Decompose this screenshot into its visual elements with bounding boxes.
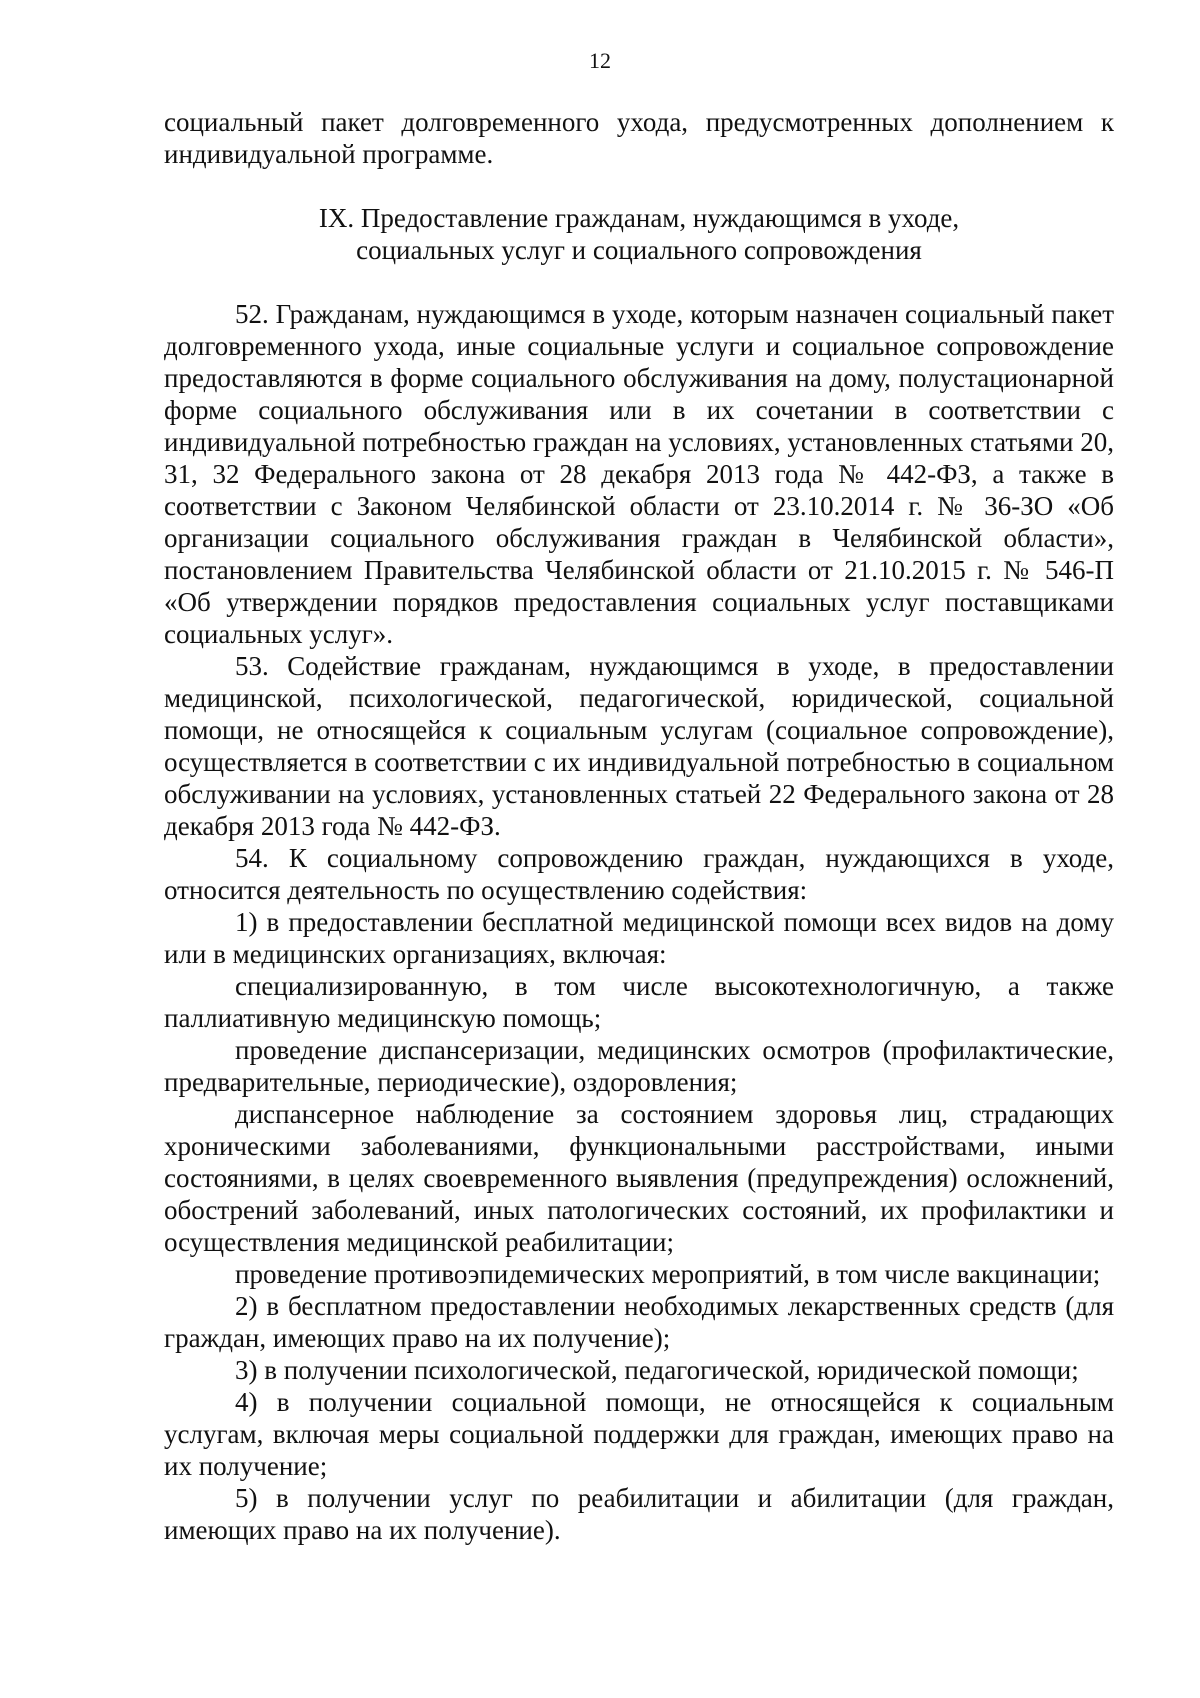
list-item-3: 3) в получении психологической, педагогической, юридической помощи; <box>235 1355 1079 1385</box>
paragraph-54: 54. К социальному сопровождению граждан, нуждающихся в уходе, относится деятельность по осуществлению содействия: <box>164 843 1114 905</box>
sub-item-specialized-care: специализированную, в том числе высокотехнологичную, а также паллиативную медицинскую помощь; <box>164 971 1114 1033</box>
sub-item-medical-examinations: проведение диспансеризации, медицинских осмотров (профилактические, предварительные, периодические), оздоровления; <box>164 1035 1114 1097</box>
sub-item-dispensary-observation: диспансерное наблюдение за состоянием здоровья лиц, страдающих хроническими заболеваниями, функциональными расстройствами, иными состояниями, в целях своевременного выявления (предупреждения) осложнений, обострений заболеваний, иных патологических состояний, их профилактики и осуществления медицинской реабилитации; <box>164 1099 1114 1257</box>
paragraph-53: 53. Содействие гражданам, нуждающимся в уходе, в предоставлении медицинской, психологической, педагогической, юридической, социальной помощи, не относящейся к социальным услугам (социальное сопровождение), осуществляется в соответствии с их индивидуальной потребностью в социальном обслуживании на условиях, установленных статьей 22 Федерального закона от 28 декабря 2013 года № 442-ФЗ. <box>164 651 1114 841</box>
intro-paragraph: социальный пакет долговременного ухода, предусмотренных дополнением к индивидуальной программе. <box>164 107 1114 169</box>
list-item-1: 1) в предоставлении бесплатной медицинской помощи всех видов на дому или в медицинских организациях, включая: <box>164 907 1114 969</box>
list-item-4: 4) в получении социальной помощи, не относящейся к социальным услугам, включая меры социальной поддержки для граждан, имеющих право на их получение; <box>164 1387 1114 1481</box>
section-heading <box>164 202 1114 266</box>
list-item-5: 5) в получении услуг по реабилитации и абилитации (для граждан, имеющих право на их получение). <box>164 1483 1114 1545</box>
document-body <box>164 106 1114 1546</box>
paragraph-52: 52. Гражданам, нуждающимся в уходе, которым назначен социальный пакет долговременного ухода, иные социальные услуги и социальное сопровождение предоставляются в форме социального обслуживания на дому, полустационарной форме социального обслуживания или в их сочетании в соответствии с индивидуальной потребностью граждан на условиях, установленных статьями 20, 31, 32 Федерального закона от 28 декабря 2013 года № 442-ФЗ, а также в соответствии с Законом Челябинской области от 23.10.2014 г. № 36-ЗО «Об организации социального обслуживания граждан в Челябинской области», постановлением Правительства Челябинской области от 21.10.2015 г. № 546-П «Об утверждении порядков предоставления социальных услуг поставщиками социальных услуг». <box>164 299 1114 649</box>
page-number: 12 <box>589 48 611 73</box>
list-item-2: 2) в бесплатном предоставлении необходимых лекарственных средств (для граждан, имеющих право на их получение); <box>164 1291 1114 1353</box>
section-heading-line-1: IX. Предоставление гражданам, нуждающимся в уходе, <box>318 203 960 233</box>
sub-item-anti-epidemic-measures: проведение противоэпидемических мероприятий, в том числе вакцинации; <box>235 1259 1101 1289</box>
section-heading-line-2: социальных услуг и социального сопровождения <box>356 235 922 265</box>
